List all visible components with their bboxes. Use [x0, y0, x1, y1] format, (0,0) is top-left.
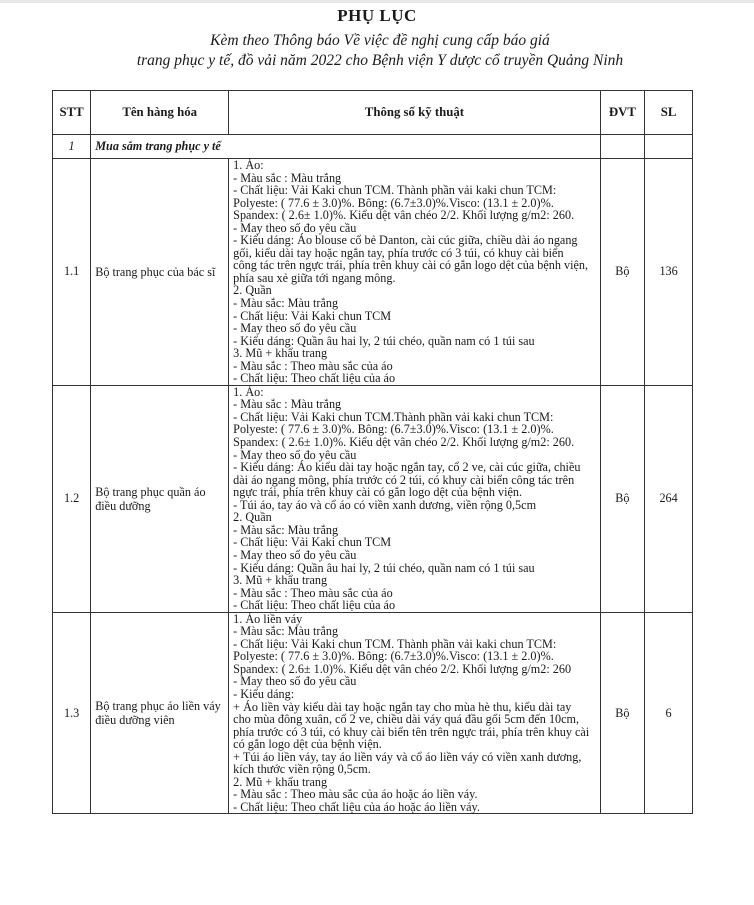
spec-line: - May theo số đo yêu cầu — [233, 674, 357, 689]
spec-line: có gắn logo dệt của bệnh viện. — [233, 737, 382, 752]
spec-line: - Kiểu dáng: Áo kiểu dài tay hoặc ngắn tay, cổ 2 ve, cài cúc giữa, chiều — [233, 460, 581, 475]
spec-line: 1. Áo liền váy — [233, 611, 303, 626]
row-specification — [229, 159, 600, 386]
spec-line: - Màu sắc : Theo màu sắc của áo — [233, 585, 393, 600]
spec-line: 1. Áo: — [233, 384, 264, 399]
column-header-specification: Thông số kỹ thuật — [229, 91, 600, 135]
row-stt: 1.1 — [53, 159, 91, 386]
column-header-stt: STT — [53, 91, 91, 135]
spec-line: gối, kiểu dài tay hoặc ngắn tay, phía trước có 3 túi, có khuy cài biển — [233, 245, 564, 260]
spec-line: + Áo liền vày kiểu dài tay hoặc ngắn tay cho mùa hè thu, kiểu dài tay — [233, 699, 572, 714]
spec-line: 1. Áo: — [233, 158, 264, 172]
specification-table — [52, 90, 693, 814]
spec-line: cho mùa đông xuân, cổ 2 ve, chiều dài váy quá đầu gối 5cm đến 10cm, — [233, 712, 580, 727]
spec-line: - Màu sắc : Theo màu sắc của áo hoặc áo liền váy. — [233, 787, 478, 802]
table-row — [53, 385, 693, 612]
group-qty-cell — [645, 135, 693, 159]
spec-line: kích thước viền rộng 0,5cm. — [233, 762, 371, 777]
spec-line: - Chất liệu: Vải Kaki chun TCM — [233, 308, 392, 323]
row-quantity: 6 — [645, 612, 693, 814]
table-header-row — [53, 91, 693, 135]
group-name: Mua sắm trang phục y tế — [91, 135, 600, 159]
spec-line: - Túi áo, tay áo và cổ áo có viền xanh dương, viền rộng 0,5cm — [233, 497, 537, 512]
page-subtitle-line-1: Kèm theo Thông báo Về việc đề nghị cung cấp báo giá — [210, 32, 550, 49]
spec-line: - Kiểu dáng: Quần âu hai ly, 2 túi chéo, quần nam có 1 túi sau — [233, 333, 535, 348]
spec-line: 3. Mũ + khẩu trang — [233, 573, 328, 588]
column-header-unit: ĐVT — [600, 91, 645, 135]
row-quantity: 264 — [645, 385, 693, 612]
page-title: PHỤ LỤC — [337, 6, 417, 25]
spec-line: - Kiểu dáng: — [233, 686, 295, 701]
column-header-quantity: SL — [645, 91, 693, 135]
group-row — [53, 135, 693, 159]
row-unit: Bộ — [600, 385, 645, 612]
spec-line: dài áo ngang mông, phía trước có 2 túi, có khuy cài biển công tác trên — [233, 472, 575, 487]
row-stt: 1.2 — [53, 385, 91, 612]
spec-line: Polyeste: ( 77.6 ± 3.0)%. Bông: (6.7±3.0)%.Visco: (13.1 ± 2.0)%. — [233, 422, 554, 437]
spec-line: - May theo số đo yêu cầu — [233, 547, 357, 562]
spec-line: phía sau xẻ giữa tới ngang mông. — [233, 270, 396, 285]
spec-line: - Chất liệu: Vải Kaki chun TCM. Thành phần vải kaki chun TCM: — [233, 636, 557, 651]
group-unit-cell — [600, 135, 645, 159]
row-stt: 1.3 — [53, 612, 91, 814]
spec-line: - May theo số đo yêu cầu — [233, 220, 357, 235]
spec-line: ngực trái, phía trên khuy cài có gắn logo dệt của bệnh viện. — [233, 485, 523, 500]
row-item-name: Bộ trang phục áo liền váy điều dưỡng viên — [91, 612, 229, 814]
spec-line: phía trước có 3 túi, có khuy cài biển tên trên ngực trái, phía trên khuy cài — [233, 724, 590, 739]
spec-line: - Kiểu dáng: Quần âu hai ly, 2 túi chéo, quần nam có 1 túi sau — [233, 560, 535, 575]
page-top-edge — [0, 0, 754, 3]
spec-line: - Chất liệu: Theo chất liệu của áo — [233, 371, 396, 386]
spec-line: - Chất liệu: Vải Kaki chun TCM. Thành phần vải kaki chun TCM: — [233, 183, 557, 198]
table-row — [53, 612, 693, 814]
spec-line: - Chất liệu: Vải Kaki chun TCM — [233, 535, 392, 550]
spec-line: - May theo số đo yêu cầu — [233, 447, 357, 462]
table-row — [53, 159, 693, 386]
row-quantity: 136 — [645, 159, 693, 386]
spec-line: Spandex: ( 2.6± 1.0)%. Kiểu dệt vân chéo 2/2. Khối lượng g/m2: 260. — [233, 208, 575, 223]
spec-line: - Màu sắc : Màu trắng — [233, 397, 342, 412]
spec-line: Spandex: ( 2.6± 1.0)%. Kiểu dệt vân chéo 2/2. Khối lượng g/m2: 260. — [233, 435, 575, 450]
row-item-name: Bộ trang phục của bác sĩ — [91, 159, 229, 386]
spec-line: - May theo số đo yêu cầu — [233, 321, 357, 336]
spec-line: + Túi áo liền váy, tay áo liền váy và cổ áo liền váy có viền xanh dương, — [233, 749, 582, 764]
spec-line: - Màu sắc: Màu trắng — [233, 624, 339, 639]
spec-line: - Màu sắc : Màu trắng — [233, 170, 342, 185]
column-header-item-name: Tên hàng hóa — [91, 91, 229, 135]
spec-line: - Màu sắc: Màu trắng — [233, 296, 339, 311]
row-unit: Bộ — [600, 159, 645, 386]
spec-line: 2. Quần — [233, 510, 272, 525]
spec-line: - Kiểu dáng: Áo blouse cổ bẻ Danton, cài cúc giữa, chiều dài áo ngang — [233, 233, 578, 248]
spec-line: - Chất liệu: Theo chất liệu của áo hoặc áo liền váy. — [233, 799, 480, 814]
spec-line: công tác trên ngực trái, phía trên khuy cài có gắn logo dệt của bệnh viện, — [233, 258, 589, 273]
spec-line: - Màu sắc : Theo màu sắc của áo — [233, 358, 393, 373]
group-stt: 1 — [53, 135, 91, 159]
spec-line: - Màu sắc: Màu trắng — [233, 522, 339, 537]
row-unit: Bộ — [600, 612, 645, 814]
row-specification — [229, 612, 600, 814]
spec-line: 2. Mũ + khẩu trang — [233, 774, 328, 789]
spec-line: - Chất liệu: Vải Kaki chun TCM.Thành phần vải kaki chun TCM: — [233, 409, 554, 424]
spec-line: - Chất liệu: Theo chất liệu của áo — [233, 598, 396, 613]
spec-line: Polyeste: ( 77.6 ± 3.0)%. Bông: (6.7±3.0)%.Visco: (13.1 ± 2.0)%. — [233, 195, 554, 210]
spec-line: Spandex: ( 2.6± 1.0)%. Kiểu dệt vân chéo 2/2. Khối lượng g/m2: 260 — [233, 661, 572, 676]
row-item-name: Bộ trang phục quần áo điều dưỡng — [91, 385, 229, 612]
page-subtitle-line-2: trang phục y tế, đồ vải năm 2022 cho Bệnh viện Y dược cổ truyền Quảng Ninh — [136, 52, 624, 69]
spec-line: 3. Mũ + khẩu trang — [233, 346, 328, 361]
row-specification — [229, 385, 600, 612]
spec-line: Polyeste: ( 77.6 ± 3.0)%. Bông: (6.7±3.0)%.Visco: (13.1 ± 2.0)%. — [233, 649, 554, 664]
spec-line: 2. Quần — [233, 283, 272, 298]
